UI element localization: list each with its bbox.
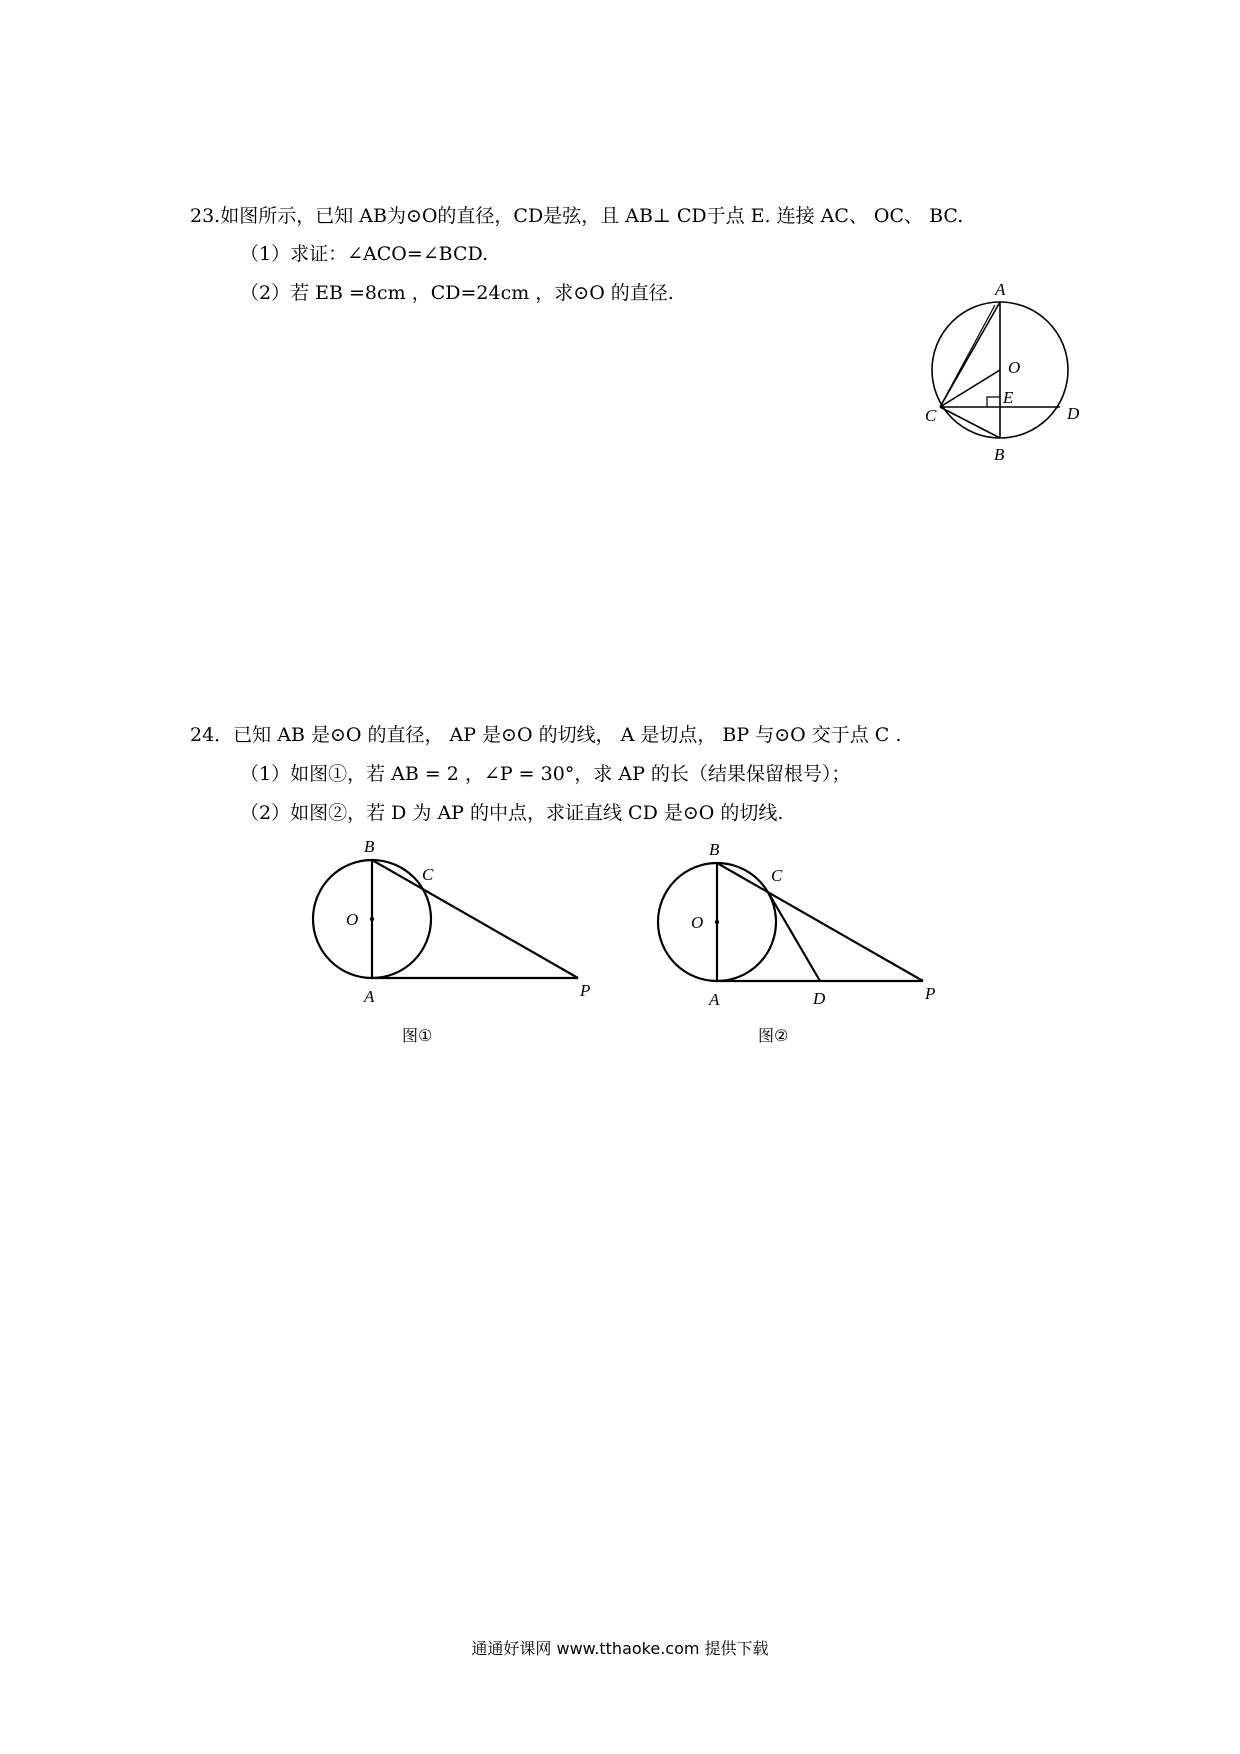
page-footer: 通通好课网 www.tthaoke.com 提供下载 [471,1639,769,1658]
fig2-label-p: P [925,984,936,1003]
q24-part1: （1）如图①，若 AB = 2 ，∠P = 30°，求 AP 的长（结果保留根号）； [240,763,851,785]
fig2-secant-bp [717,863,923,981]
q23-segment-bc [940,407,1000,438]
fig2-label-c: C [771,866,783,885]
fig1-label-b: B [364,837,375,856]
fig1-label-a: A [364,987,375,1006]
q23-segment-ac2 [940,305,995,407]
q23-label-e: E [1003,388,1014,407]
fig1-center-dot [370,917,374,921]
fig2-label-o: O [691,913,704,932]
q24-figure1-caption: 图① [402,1026,433,1045]
q24-figure1 [300,830,600,1010]
fig2-center-dot [715,920,719,924]
q23-part2: （2）若 EB =8cm ，CD=24cm ，求⊙O 的直径. [240,282,674,304]
fig1-label-c: C [422,865,434,884]
q23-label-a: A [995,280,1006,299]
q23-right-angle-mark [987,397,1000,407]
q23-stem: 23.如图所示，已知 AB为⊙O的直径，CD是弦，且 AB⊥ CD于点 E. 连接 AC、 OC、 BC. [190,205,964,227]
fig2-label-d: D [813,989,826,1008]
fig1-label-p: P [580,981,591,1000]
q24-stem: 24．已知 AB 是⊙O 的直径， AP 是⊙O 的切线， A 是切点， BP 与⊙O 交于点 C . [190,724,902,746]
q23-label-d: D [1067,404,1080,423]
fig1-label-o: O [346,910,359,929]
fig2-label-a: A [709,990,720,1009]
q23-label-c: C [925,406,937,425]
q24-figure2 [645,833,945,1013]
fig1-secant-bp [372,860,578,978]
q23-segment-oc [940,370,1000,407]
fig2-segment-cd [768,892,820,981]
q23-part1: （1）求证：∠ACO=∠BCD. [240,243,489,265]
q23-label-o: O [1008,358,1021,377]
fig2-label-b: B [709,840,720,859]
q24-figure2-caption: 图② [758,1026,789,1045]
q23-label-b: B [994,445,1005,464]
q24-part2: （2）如图②，若 D 为 AP 的中点，求证直线 CD 是⊙O 的切线. [240,802,784,824]
q23-figure [925,275,1095,475]
